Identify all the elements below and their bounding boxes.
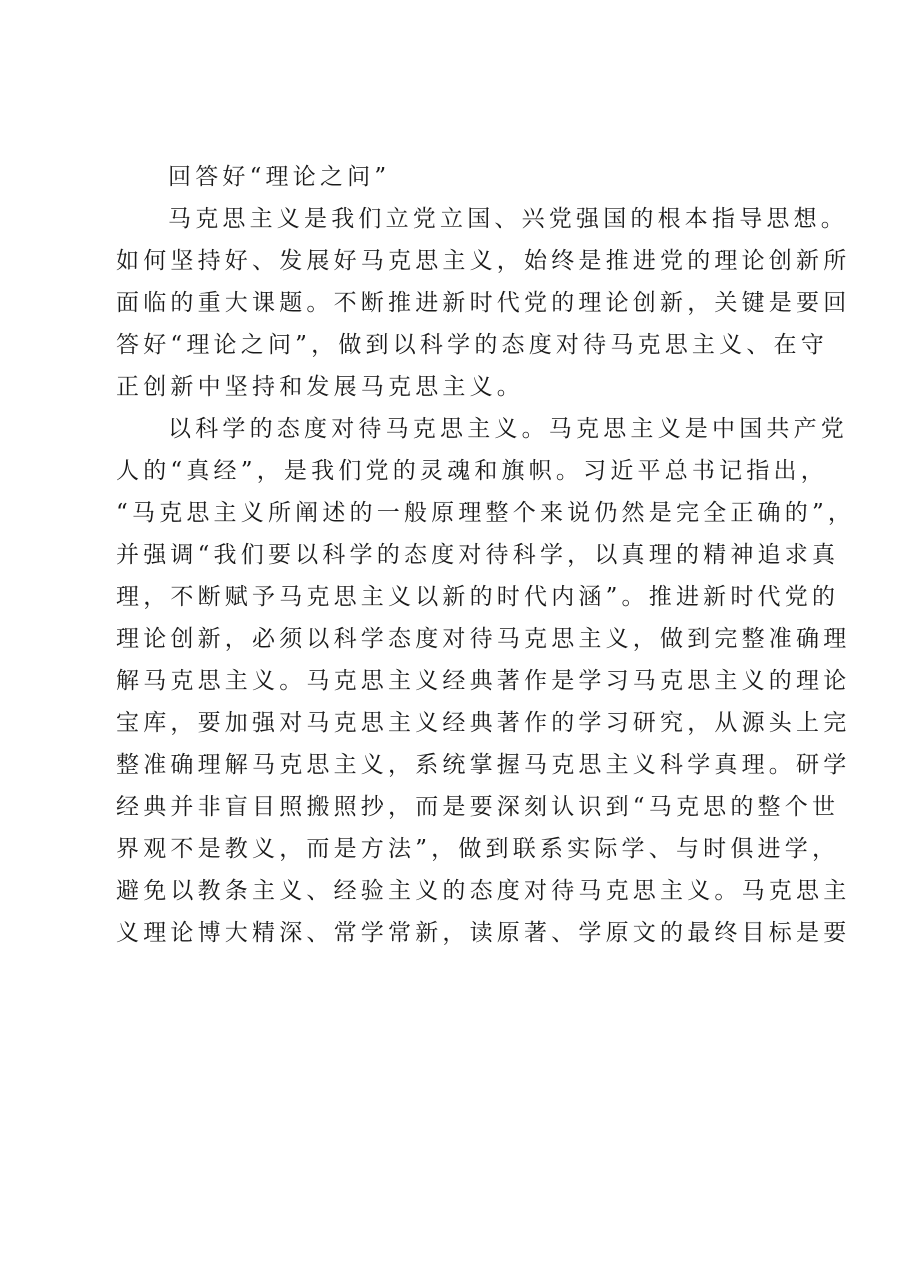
paragraph-line: 界观不是教义，而是方法”，做到联系实际学、与时俱进学， [116,836,840,862]
paragraph-line: 避免以教条主义、经验主义的态度对待马克思主义。马克思主 [116,878,851,904]
paragraph-line: 理论创新，必须以科学态度对待马克思主义，做到完整准确理 [116,626,851,652]
paragraph-line: “马克思主义所阐述的一般原理整个来说仍然是完全正确的”， [116,500,856,526]
section-heading: 回答好“理论之问” [168,164,391,190]
paragraph-line: 如何坚持好、发展好马克思主义，始终是推进党的理论创新所 [116,248,851,274]
paragraph-line: 答好“理论之问”，做到以科学的态度对待马克思主义、在守 [116,332,828,358]
paragraph-1 [116,198,851,408]
paragraph-line: 人的“真经”，是我们党的灵魂和旗帜。习近平总书记指出， [116,458,828,484]
paragraph-line: 整准确理解马克思主义，系统掌握马克思主义科学真理。研学 [116,752,851,778]
paragraph-line: 宝库，要加强对马克思主义经典著作的学习研究，从源头上完 [116,710,851,736]
paragraph-line: 面临的重大课题。不断推进新时代党的理论创新，关键是要回 [116,290,851,316]
article-body [116,156,856,954]
paragraph-line: 正创新中坚持和发展马克思主义。 [116,374,524,400]
paragraph-line: 经典并非盲目照搬照抄，而是要深刻认识到“马克思的整个世 [116,794,840,820]
paragraph-line: 以科学的态度对待马克思主义。马克思主义是中国共产党 [168,416,848,442]
paragraph-line: 并强调“我们要以科学的态度对待科学，以真理的精神追求真 [116,542,840,568]
paragraph-line: 理，不断赋予马克思主义以新的时代内涵”。推进新时代党的 [116,584,840,610]
paragraph-line: 马克思主义是我们立党立国、兴党强国的根本指导思想。 [168,206,848,232]
paragraph-line: 解马克思主义。马克思主义经典著作是学习马克思主义的理论 [116,668,851,694]
paragraph-2 [116,408,856,954]
paragraph-line: 义理论博大精深、常学常新，读原著、学原文的最终目标是要 [116,920,851,946]
